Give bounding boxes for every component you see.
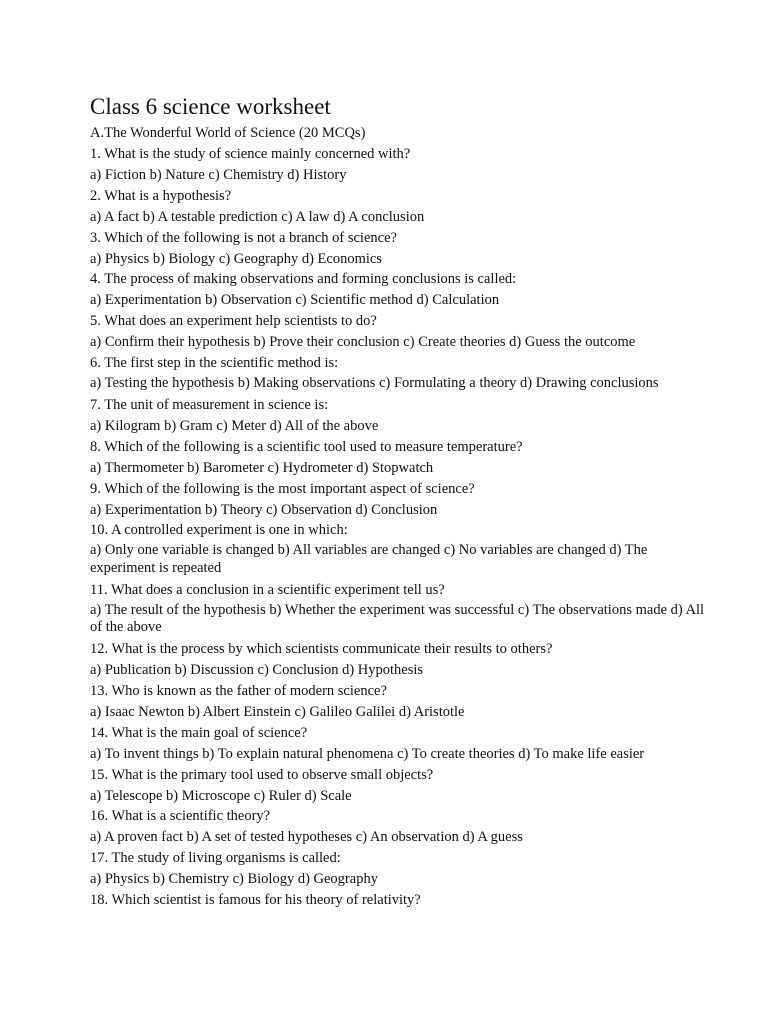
- question-text: 17. The study of living organisms is called:: [90, 850, 341, 867]
- question-text: 10. A controlled experiment is one in which:: [90, 522, 348, 539]
- question-5: [90, 311, 710, 353]
- question-text: 18. Which scientist is famous for his theory of relativity?: [90, 892, 421, 909]
- question-options: a) Testing the hypothesis b) Making observations c) Formulating a theory d) Drawing conclusions: [90, 374, 659, 391]
- question-13: [90, 681, 710, 723]
- question-3: [90, 228, 710, 270]
- question-options: a) Telescope b) Microscope c) Ruler d) Scale: [90, 787, 352, 804]
- question-text: 16. What is a scientific theory?: [90, 808, 271, 825]
- question-text: 8. Which of the following is a scientific tool used to measure temperature?: [90, 438, 523, 455]
- question-16: [90, 806, 710, 848]
- question-4: [90, 269, 710, 311]
- question-options: a) Thermometer b) Barometer c) Hydrometer d) Stopwatch: [90, 459, 434, 476]
- question-text: 13. Who is known as the father of modern science?: [90, 683, 387, 700]
- question-8: [90, 437, 710, 479]
- question-options: a) Experimentation b) Observation c) Scientific method d) Calculation: [90, 292, 500, 309]
- question-text: 9. Which of the following is the most important aspect of science?: [90, 480, 475, 497]
- worksheet-page: [90, 92, 710, 911]
- question-9: [90, 479, 710, 521]
- question-options: a) Publication b) Discussion c) Conclusion d) Hypothesis: [90, 662, 424, 679]
- question-options: a) Physics b) Chemistry c) Biology d) Geography: [90, 871, 378, 888]
- question-1: [90, 144, 710, 186]
- question-17: [90, 848, 710, 890]
- question-text: 1. What is the study of science mainly concerned with?: [90, 146, 411, 162]
- question-11: [90, 580, 710, 639]
- question-6: [90, 353, 710, 395]
- question-text: 12. What is the process by which scientists communicate their results to others?: [90, 641, 553, 658]
- question-text: 5. What does an experiment help scientists to do?: [90, 313, 377, 330]
- question-7: [90, 395, 710, 437]
- question-options: a) Confirm their hypothesis b) Prove their conclusion c) Create theories d) Guess the outcome: [90, 334, 636, 351]
- question-options: a) A fact b) A testable prediction c) A law d) A conclusion: [90, 208, 425, 225]
- page-title: Class 6 science worksheet: [90, 94, 331, 119]
- question-2: [90, 186, 710, 228]
- question-options: a) Physics b) Biology c) Geography d) Economics: [90, 250, 382, 267]
- question-text: 7. The unit of measurement in science is:: [90, 396, 329, 413]
- question-text: 14. What is the main goal of science?: [90, 724, 308, 741]
- question-14: [90, 723, 710, 765]
- question-options: a) Isaac Newton b) Albert Einstein c) Galileo Galilei d) Aristotle: [90, 703, 465, 720]
- question-10: [90, 520, 710, 579]
- question-text: 4. The process of making observations and forming conclusions is called:: [90, 271, 517, 288]
- question-18: [90, 890, 710, 911]
- section-heading: A.The Wonderful World of Science (20 MCQs): [90, 125, 366, 141]
- question-options: a) Kilogram b) Gram c) Meter d) All of the above: [90, 417, 379, 434]
- question-options: a) To invent things b) To explain natural phenomena c) To create theories d) To make life easier: [90, 745, 645, 762]
- question-text: 2. What is a hypothesis?: [90, 187, 232, 204]
- question-options: a) A proven fact b) A set of tested hypotheses c) An observation d) A guess: [90, 829, 523, 846]
- question-options: a) Experimentation b) Theory c) Observation d) Conclusion: [90, 501, 438, 518]
- question-text: 11. What does a conclusion in a scientific experiment tell us?: [90, 581, 445, 598]
- question-text: 15. What is the primary tool used to observe small objects?: [90, 766, 434, 783]
- question-options: a) The result of the hypothesis b) Whether the experiment was successful c) The observations made d) All of the above: [90, 601, 705, 636]
- question-15: [90, 765, 710, 807]
- question-options: a) Fiction b) Nature c) Chemistry d) History: [90, 166, 347, 183]
- question-options: a) Only one variable is changed b) All variables are changed c) No variables are changed d) The experiment is repeated: [90, 542, 648, 576]
- question-12: [90, 639, 710, 681]
- question-text: 6. The first step in the scientific method is:: [90, 355, 339, 372]
- question-text: 3. Which of the following is not a branch of science?: [90, 229, 397, 246]
